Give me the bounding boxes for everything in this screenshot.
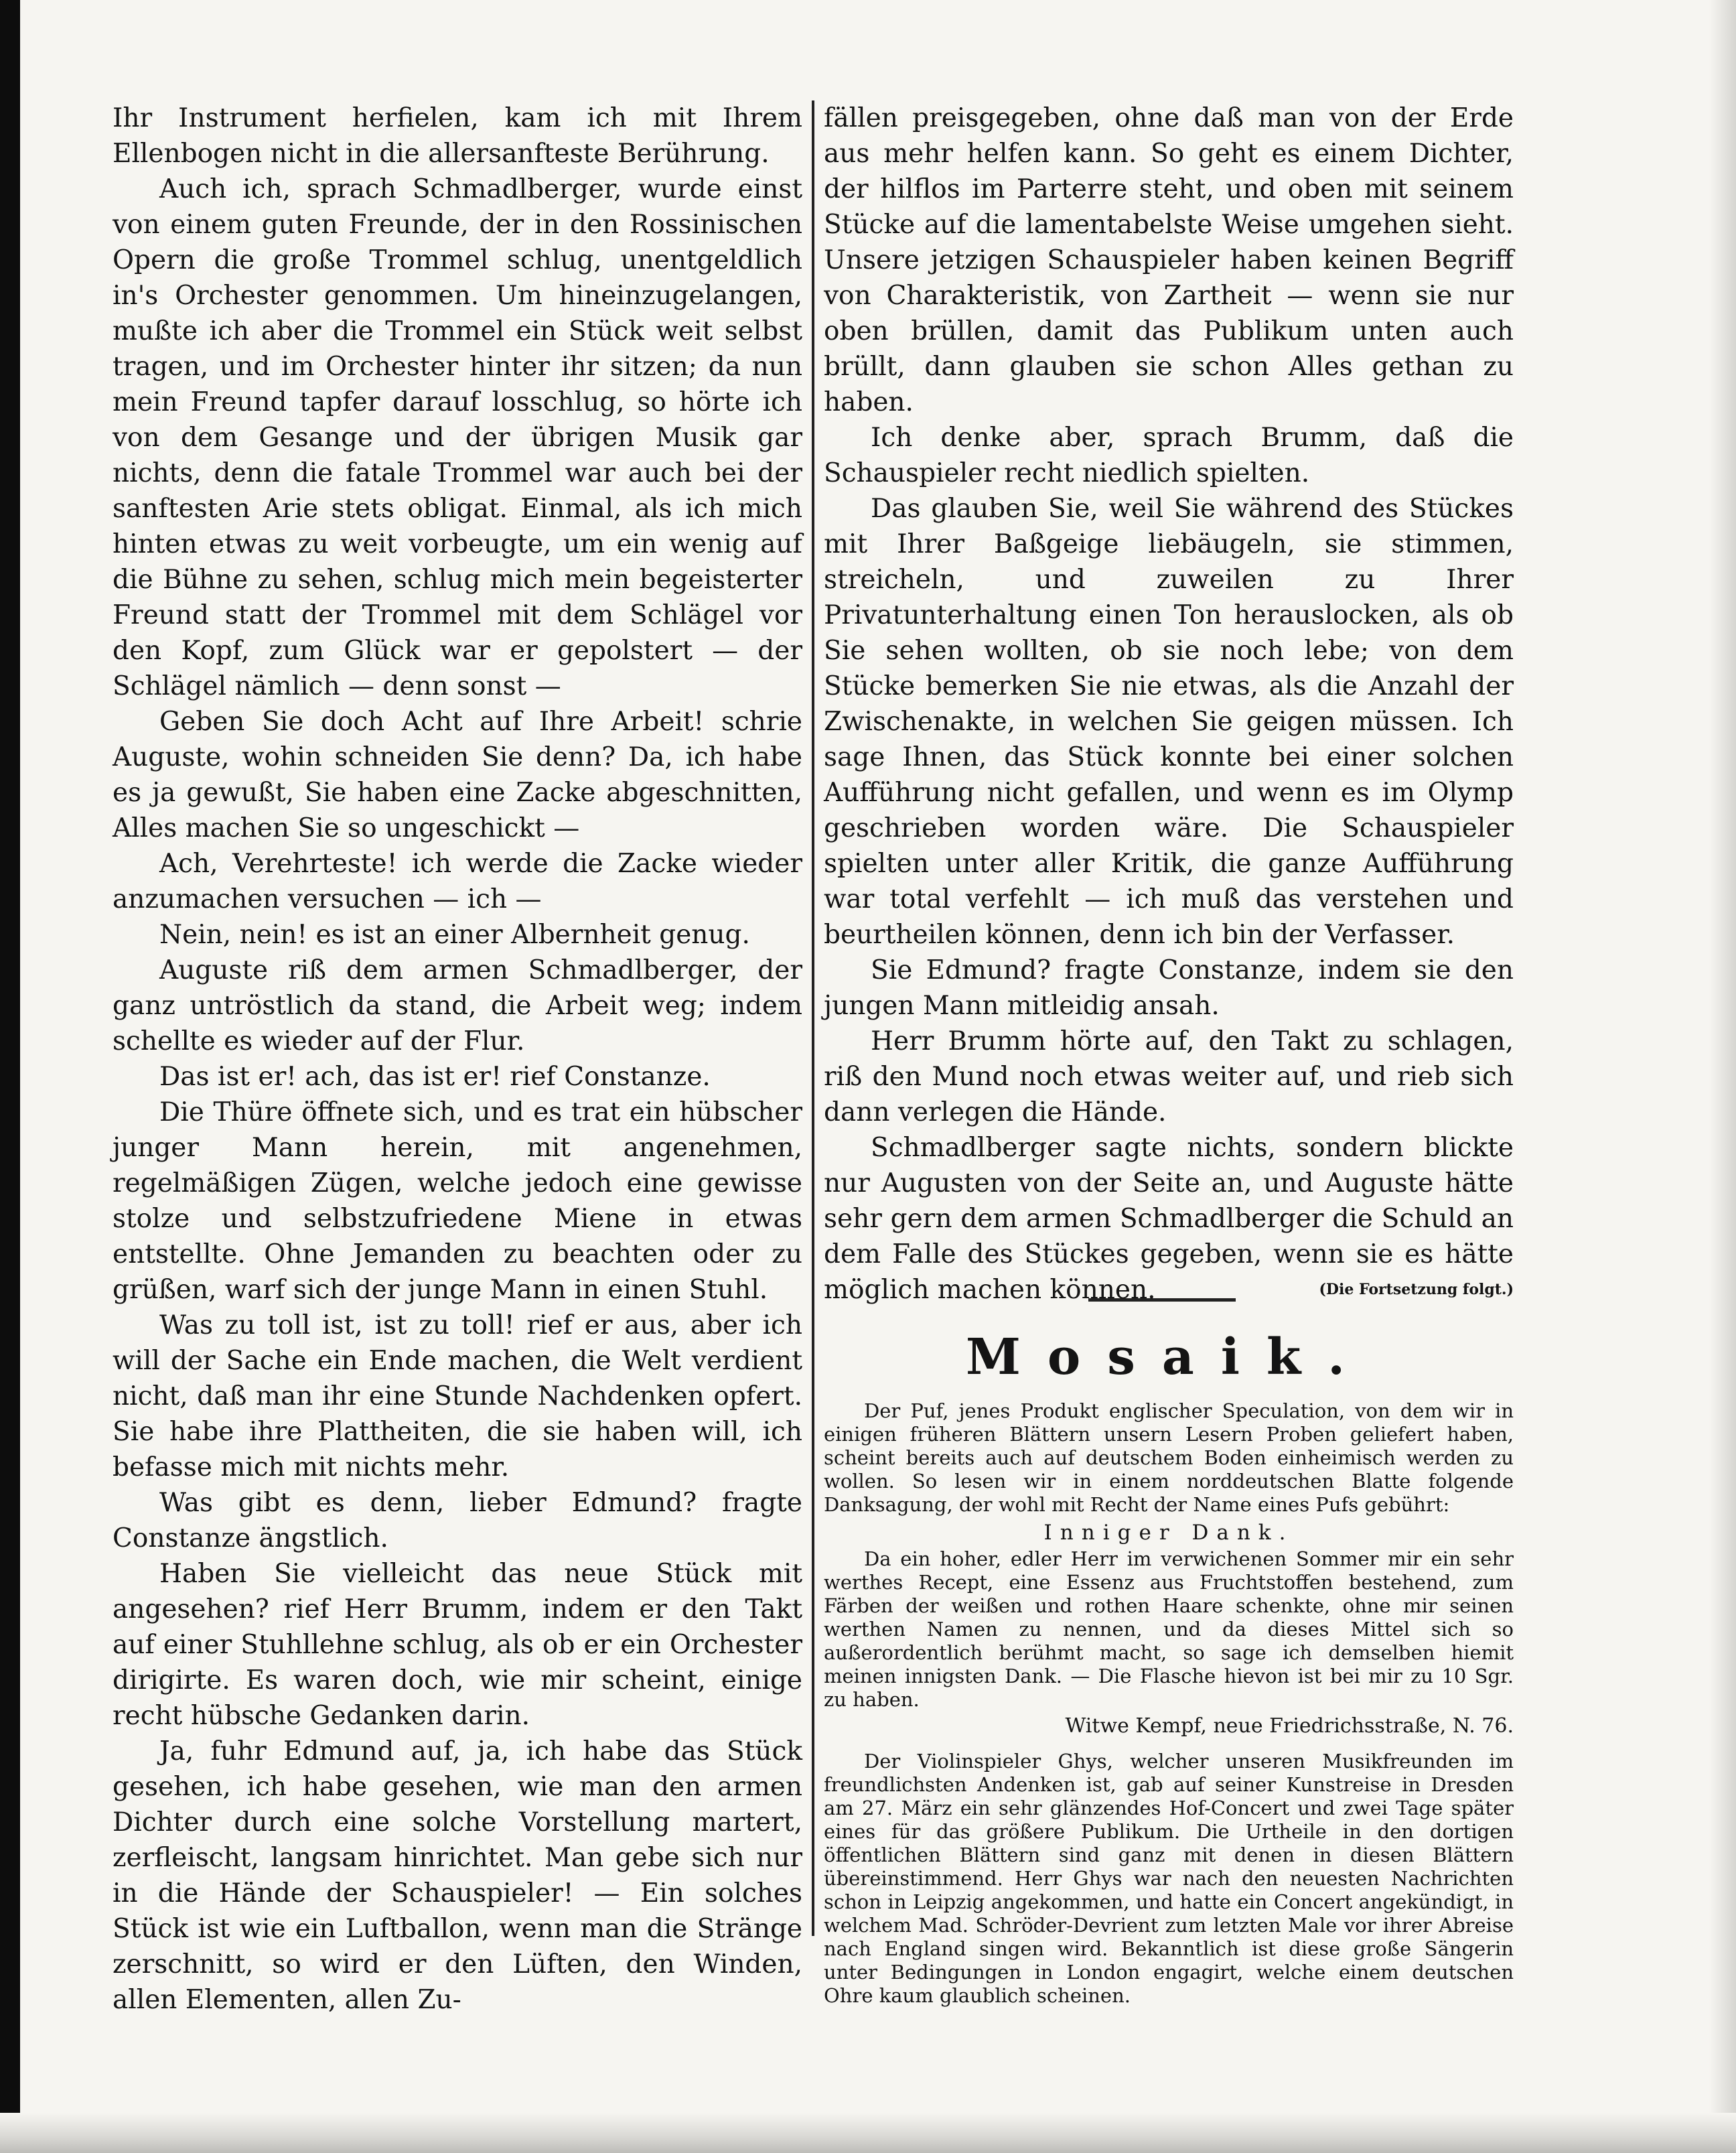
paragraph: fällen preisgegeben, ohne daß man von der Erde aus mehr helfen kann. So geht es einem Dichter, der hilflos im Parterre steht, und oben mit seinem Stücke auf die lamentabelste Weise umgehen sieht. Unsere jetzigen Schauspieler haben keinen Begriff von Charakteristik, von Zartheit — wenn sie nur oben brüllen, damit das Publikum unten auch brüllt, dann glauben sie schon Alles gethan zu haben. — [824, 103, 1514, 417]
section-title: Mosaik. — [965, 1328, 1372, 1386]
mosaik-second: Der Violinspieler Ghys, welcher unseren Musikfreunden im freundlichsten Andenken ist, gab auf seiner Kunstreise in Dresden am 27. März ein sehr glänzendes Hof-Concert und zwei Tage später eines für das größere Publikum. Die Urtheile in den dortigen öffentlichen Blättern sind ganz mit denen in diesen Blättern übereinstimmend. Herr Ghys war nach den neuesten Nachrichten schon in Leipzig angekommen, und hatte ein Concert angekündigt, in welchem Mad. Schröder-Devrient zum letzten Male vor ihrer Abreise nach England singen wird. Bekanntlich ist diese große Sängerin unter Bedingungen in London engagirt, welche einem deutschen Ohre kaum glaublich scheinen. — [824, 1750, 1514, 2007]
paragraph: Sie Edmund? fragte Constanze, indem sie den jungen Mann mitleidig ansah. — [824, 955, 1514, 1021]
scan-edge-right — [1709, 0, 1736, 2153]
mosaik-intro: Der Puf, jenes Produkt englischer Speculation, von dem wir in einigen früheren Blättern unsern Lesern Proben geliefert haben, scheint bereits auch auf deutschem Boden einheimisch werden zu wollen. So lesen wir in einem norddeutschen Blatte folgende Danksagung, der wohl mit Recht der Name eines Pufs gebührt: — [824, 1399, 1514, 1516]
paragraph: Auch ich, sprach Schmadlberger, wurde einst von einem guten Freunde, der in den Rossinischen Opern die große Trommel schlug, unentgeldlich in's Orchester genommen. Um hineinzugelangen, mußte ich aber die Trommel ein Stück weit selbst tragen, und im Orchester hinter ihr sitzen; da nun mein Freund tapfer darauf losschlug, so hörte ich von dem Gesange und der übrigen Musik gar nichts, denn die fatale Trommel war auch bei der sanftesten Arie stets obligat. Einmal, als ich mich hinten etwas zu weit vorbeugte, um ein wenig auf die Bühne zu sehen, schlug mich mein begeisterter Freund statt der Trommel mit dem Schlägel vor den Kopf, zum Glück war er gepolstert — der Schlägel nämlich — denn sonst — — [113, 174, 802, 701]
paragraph: Die Thüre öffnete sich, und es trat ein hübscher junger Mann herein, mit angenehmen, regelmäßigen Zügen, welche jedoch eine gewisse stolze und selbstzufriedene Miene in etwas entstellte. Ohne Jemanden zu beachten oder zu grüßen, warf sich der junge Mann in einen Stuhl. — [113, 1097, 802, 1305]
left-column — [113, 100, 802, 2018]
paragraph: Nein, nein! es ist an einer Albernheit genug. — [159, 920, 750, 950]
paragraph: Schmadlberger sagte nichts, sondern blickte nur Augusten von der Seite an, und Auguste hätte sehr gern dem armen Schmadlberger die Schuld an dem Falle des Stückes gegeben, wenn sie es hätte möglich machen können. — [824, 1133, 1514, 1305]
paragraph: Das glauben Sie, weil Sie während des Stückes mit Ihrer Baßgeige liebäugeln, sie stimmen, streicheln, und zuweilen zu Ihrer Privatunterhaltung einen Ton herauslocken, als ob Sie sehen wollten, ob sie noch lebe; von dem Stücke bemerken Sie nie etwas, als die Anzahl der Zwischenakte, in welchen Sie geigen müssen. Ich sage Ihnen, das Stück konnte bei einer solchen Aufführung nicht gefallen, und wenn es im Olymp geschrieben worden wäre. Die Schauspieler spielten unter aller Kritik, die ganze Aufführung war total verfehlt — ich muß das verstehen und beurtheilen können, denn ich bin der Verfasser. — [824, 494, 1514, 950]
paragraph: Das ist er! ach, das ist er! rief Constanze. — [159, 1062, 711, 1092]
paragraph: Ihr Instrument herfielen, kam ich mit Ihrem Ellenbogen nicht in die allersanfteste Berührung. — [113, 103, 802, 169]
notice-signature: Witwe Kempf, neue Friedrichsstraße, N. 76. — [1065, 1714, 1514, 1738]
scan-edge-bottom — [0, 2113, 1736, 2153]
paragraph: Haben Sie vielleicht das neue Stück mit angesehen? rief Herr Brumm, indem er den Takt auf einer Stuhllehne schlug, als ob er ein Orchester dirigirte. Es waren doch, wie mir scheint, einige recht hübsche Gedanken darin. — [113, 1559, 802, 1731]
notice-title: Inniger Dank. — [1043, 1521, 1294, 1545]
paragraph: Herr Brumm hörte auf, den Takt zu schlagen, riß den Mund noch etwas weiter auf, und rieb sich dann verlegen die Hände. — [824, 1026, 1514, 1127]
notice-text: Da ein hoher, edler Herr im verwichenen Sommer mir ein sehr werthes Recept, eine Essenz aus Fruchtstoffen bestehend, zum Färben der weißen und rothen Haare schenkte, ohne mir seinen werthen Namen zu nennen, und da dieses Mittel sich so außerordentlich berühmt macht, so sage ich demselben hiemit meinen innigsten Dank. — Die Flasche hievon ist bei mir zu 10 Sgr. zu haben. — [824, 1547, 1514, 1711]
scan-edge-left — [0, 0, 20, 2153]
paragraph: Was gibt es denn, lieber Edmund? fragte Constanze ängstlich. — [113, 1488, 802, 1553]
paragraph: Auguste riß dem armen Schmadlberger, der ganz untröstlich da stand, die Arbeit weg; indem schellte es wieder auf der Flur. — [113, 955, 802, 1056]
paragraph: Ich denke aber, sprach Brumm, daß die Schauspieler recht niedlich spielten. — [824, 423, 1514, 488]
paragraph: Was zu toll ist, ist zu toll! rief er aus, aber ich will der Sache ein Ende machen, die Welt verdient nicht, daß man ihr eine Stunde Nachdenken opfert. Sie habe ihre Plattheiten, die sie haben will, ich befasse mich mit nichts mehr. — [113, 1310, 802, 1482]
column-divider — [812, 100, 814, 1936]
paragraph: Ja, fuhr Edmund auf, ja, ich habe das Stück gesehen, ich habe gesehen, wie man den armen Dichter durch eine solche Vorstellung martert, zerfleischt, langsam hinrichtet. Man gebe sich nur in die Hände der Schauspieler! — Ein solches Stück ist wie ein Luftballon, wenn man die Stränge zerschnitt, so wird er den Lüften, den Winden, allen Elementen, allen Zu- — [113, 1736, 802, 2015]
paragraph: Geben Sie doch Acht auf Ihre Arbeit! schrie Auguste, wohin schneiden Sie denn? Da, ich habe es ja gewußt, Sie haben eine Zacke abgeschnitten, Alles machen Sie so ungeschickt — — [113, 707, 802, 843]
right-column — [824, 100, 1514, 2008]
continuation-note: (Die Fortsetzung folgt.) — [1319, 1281, 1514, 1298]
paragraph: Ach, Verehrteste! ich werde die Zacke wieder anzumachen versuchen — ich — — [113, 849, 802, 914]
